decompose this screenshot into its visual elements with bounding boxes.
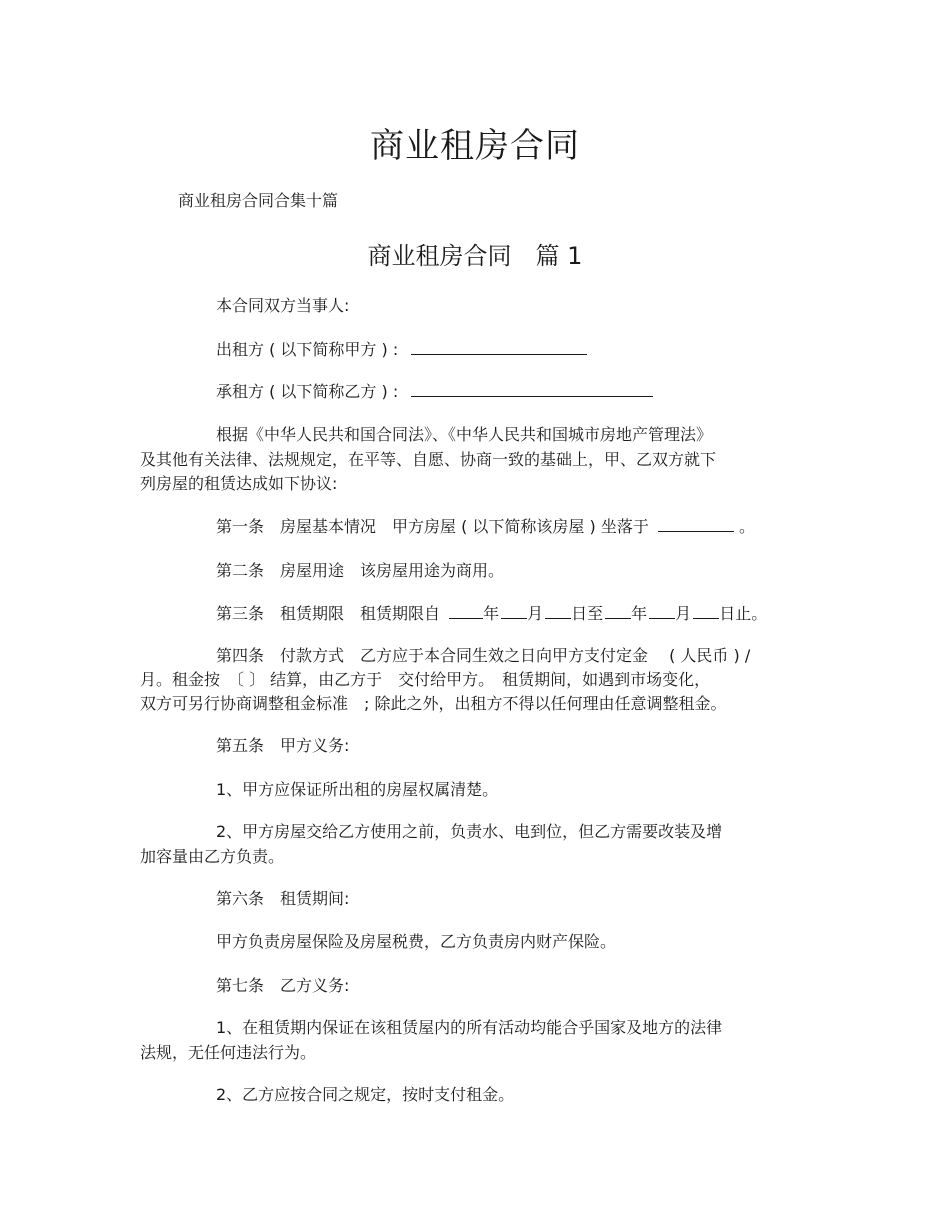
end-month-label: 月 (675, 604, 692, 623)
end-month-blank (649, 604, 675, 619)
end-year-blank (605, 604, 631, 619)
start-day-label: 日至 (571, 604, 604, 623)
lessee-line (216, 382, 653, 402)
end-day-blank (693, 604, 719, 619)
location-blank (658, 517, 734, 532)
end-day-label: 日止。 (719, 604, 768, 623)
article-5-item-2-line-1: 2、甲方房屋交给乙方使用之前，负责水、电到位，但乙方需要改装及增 (216, 822, 723, 841)
article-1-text: 第一条 房屋基本情况 甲方房屋 ( 以下简称该房屋 ) 坐落于 (216, 517, 649, 536)
lessee-label: 承租方 ( 以下简称乙方 ) : (216, 382, 399, 401)
article-6: 第六条 租赁期间: (216, 889, 350, 908)
end-year-label: 年 (631, 604, 648, 623)
article-5: 第五条 甲方义务: (216, 736, 350, 755)
article-6-text: 甲方负责房屋保险及房屋税费，乙方负责房内财产保险。 (216, 932, 617, 951)
basis-line-2: 及其他有关法律、法规规定，在平等、自愿、协商一致的基础上，甲、乙双方就下 (140, 450, 717, 469)
parties-intro: 本合同双方当事人: (216, 296, 350, 315)
article-4-line-1: 第四条 付款方式 乙方应于本合同生效之日向甲方支付定金 ( 人民币 ) / (216, 646, 751, 665)
article-7-item-2: 2、乙方应按合同之规定，按时支付租金。 (216, 1085, 515, 1104)
lessor-label: 出租方 ( 以下简称甲方 ) : (216, 340, 399, 359)
lessor-line (216, 340, 587, 360)
article-4-line-3: 双方可另行协商调整租金标准 ; 除此之外，出租方不得以任何理由任意调整租金。 (140, 694, 727, 713)
article-7-item-1-line-2: 法规，无任何违法行为。 (140, 1043, 317, 1062)
article-1 (216, 517, 755, 537)
article-7: 第七条 乙方义务: (216, 976, 350, 995)
basis-line-3: 列房屋的租赁达成如下协议: (140, 474, 338, 493)
article-1-end: 。 (739, 517, 756, 536)
document-title: 商业租房合同 (370, 126, 580, 166)
article-4-line-2: 月。租金按 〔 〕 结算，由乙方于 交付给甲方。 租赁期间，如遇到市场变化， (140, 670, 711, 689)
article-5-item-1: 1、甲方应保证所出租的房屋权属清楚。 (216, 780, 499, 799)
lessee-blank (411, 382, 653, 397)
article-5-item-2-line-2: 加容量由乙方负责。 (140, 847, 285, 866)
article-3-text: 第三条 租赁期限 租赁期限自 (216, 604, 441, 623)
start-year-blank (449, 604, 483, 619)
start-month-label: 月 (527, 604, 544, 623)
start-year-label: 年 (483, 604, 500, 623)
start-day-blank (545, 604, 571, 619)
start-month-blank (501, 604, 527, 619)
lessor-blank (411, 340, 587, 355)
article-2: 第二条 房屋用途 该房屋用途为商用。 (216, 561, 505, 580)
section-title: 商业租房合同 篇 1 (367, 242, 583, 270)
document-subtitle: 商业租房合同合集十篇 (178, 191, 339, 210)
article-7-item-1-line-1: 1、在租赁期内保证在该租赁屋内的所有活动均能合乎国家及地方的法律 (216, 1018, 723, 1037)
basis-line-1: 根据《中华人民共和国合同法》、《中华人民共和国城市房地产管理法》 (216, 425, 713, 444)
article-3 (216, 604, 767, 624)
